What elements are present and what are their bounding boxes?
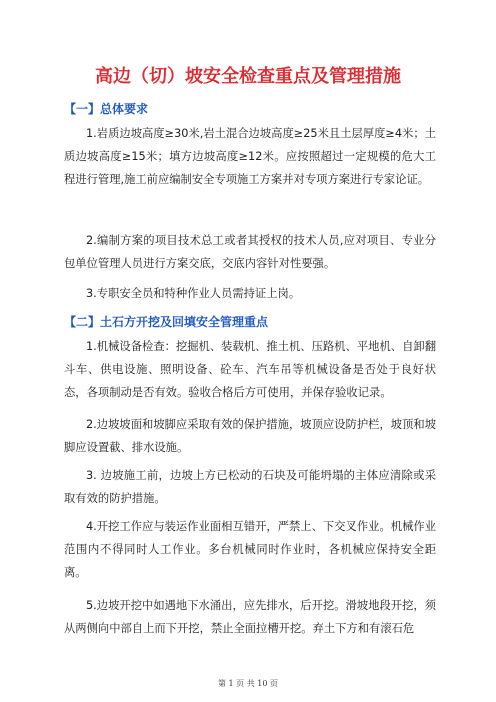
- page-number-footer: 第 1 页 共 10 页: [218, 679, 278, 688]
- paragraph-2-5: 5.边坡开挖中如遇地下水涌出，应先排水，后开挖。滑坡地段开挖，须从两侧向中部自上而下开挖，禁止全面拉槽开挖。弃土下方和有滚石危: [64, 599, 436, 636]
- paragraph-2-3: 3. 边坡施工前，边坡上方已松动的石块及可能坍塌的主体应清除或采取有效的防护措施。: [64, 469, 436, 506]
- paragraph-1-1: 1.岩质边坡高度≥30米,岩土混合边坡高度≥25米且土层厚度≥4米；土质边坡高度≥15米；填方边坡高度≥12米。应按照超过一定规模的危大工程进行管理,施工前应编制安全专项施工方案并对专项方案进行专家论证。: [64, 127, 436, 187]
- paragraph-1-3: 3.专职安全员和特种作业人员需持证上岗。: [86, 287, 301, 300]
- paragraph-1-2: 2.编制方案的项目技术总工或者其授权的技术人员,应对项目、专业分包单位管理人员进行方案交底，交底内容针对性要强。: [64, 234, 436, 271]
- section-heading-general: 【一】总体要求: [64, 102, 149, 116]
- page-title: 高边（切）坡安全检查重点及管理措施: [95, 66, 401, 87]
- paragraph-2-1: 1.机械设备检查：挖掘机、装载机、推土机、压路机、平地机、自卸翻斗车、供电设施、照明设备、砼车、汽车吊等机械设备是否处于良好状态，各项制动是否有效。验收合格后方可使用，并保存验收记录。: [64, 340, 436, 400]
- paragraph-2-2: 2.边坡坡面和坡脚应采取有效的保护措施，坡顶应设防护栏，坡顶和坡脚应设置截、排水设施。: [64, 418, 436, 455]
- paragraph-2-4: 4.开挖工作应与装运作业面相互错开，严禁上、下交叉作业。机械作业范围内不得同时人工作业。多台机械同时作业时，各机械应保持安全距离。: [64, 520, 436, 580]
- section-heading-earthwork: 【二】土石方开挖及回填安全管理重点: [64, 315, 269, 329]
